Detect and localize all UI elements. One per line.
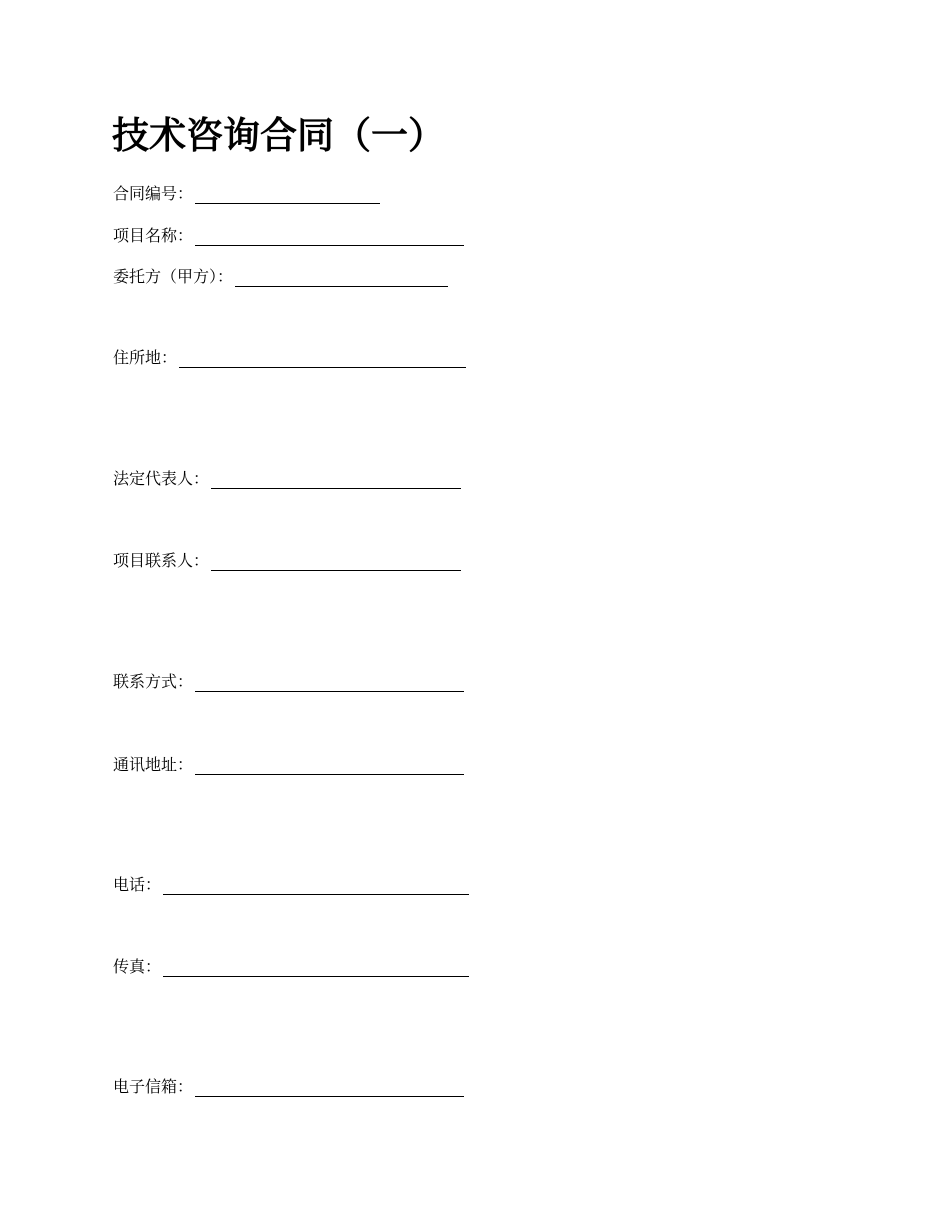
contract-number-label: 合同编号： <box>113 184 194 203</box>
domicile-blank[interactable] <box>179 348 466 368</box>
telephone-blank[interactable] <box>163 875 469 895</box>
mailing-address-field[interactable] <box>113 751 464 775</box>
contact-method-label: 联系方式： <box>113 672 194 691</box>
domicile-field[interactable] <box>113 344 466 368</box>
mailing-address-label: 通讯地址： <box>113 755 194 774</box>
project-name-blank[interactable] <box>195 226 464 246</box>
client-party-a-blank[interactable] <box>235 267 448 287</box>
fax-field[interactable] <box>113 953 469 977</box>
document-title: 技术咨询合同（一） <box>112 114 445 157</box>
telephone-label: 电话： <box>113 875 162 894</box>
project-contact-field[interactable] <box>113 547 461 571</box>
email-blank[interactable] <box>195 1077 464 1097</box>
fax-blank[interactable] <box>163 957 469 977</box>
client-party-a-field[interactable] <box>113 263 448 287</box>
contact-method-field[interactable] <box>113 668 464 692</box>
legal-representative-blank[interactable] <box>211 469 461 489</box>
legal-representative-field[interactable] <box>113 465 461 489</box>
email-label: 电子信箱： <box>113 1077 194 1096</box>
project-contact-blank[interactable] <box>211 551 461 571</box>
legal-representative-label: 法定代表人： <box>113 469 210 488</box>
contract-number-field[interactable] <box>113 180 380 204</box>
project-name-label: 项目名称： <box>113 226 194 245</box>
domicile-label: 住所地： <box>113 348 178 367</box>
telephone-field[interactable] <box>113 871 469 895</box>
project-name-field[interactable] <box>113 222 464 246</box>
fax-label: 传真： <box>113 957 162 976</box>
contract-number-blank[interactable] <box>195 184 380 204</box>
email-field[interactable] <box>113 1073 464 1097</box>
project-contact-label: 项目联系人： <box>113 551 210 570</box>
mailing-address-blank[interactable] <box>195 755 464 775</box>
client-party-a-label: 委托方（甲方）： <box>113 267 234 286</box>
contact-method-blank[interactable] <box>195 672 464 692</box>
